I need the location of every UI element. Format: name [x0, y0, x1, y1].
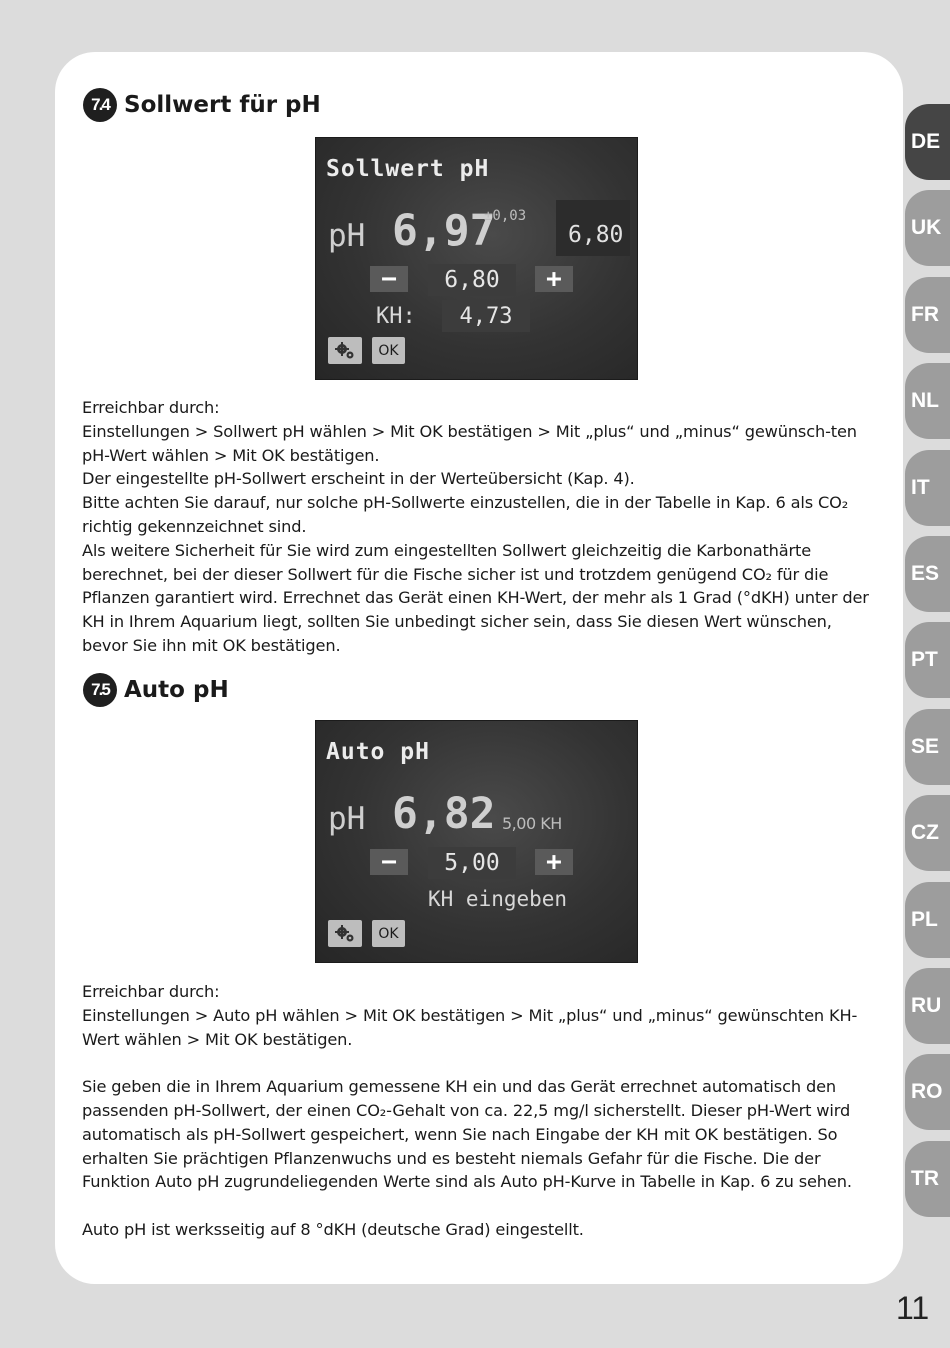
language-tab-pt[interactable]: PT	[905, 622, 950, 698]
ok-button[interactable]: OK	[372, 920, 405, 947]
paragraph: Erreichbar durch:	[82, 982, 220, 1001]
language-tab-tr[interactable]: TR	[905, 1141, 950, 1217]
paragraph: Sie geben die in Ihrem Aquarium gemessene KH ein und das Gerät errechnet automatisch den passenden pH-Sollwert, der einen CO₂-Gehalt von ca. 22,5 mg/l sicherstellt. Dieser pH-Wert wird automatisch als pH-Sollwert gespeichert, wenn Sie nach Eingabe der KH mit OK bestätigen. So erhalten Sie prächtigen Pflanzenwuchs und es besteht niemals Gefahr für die Fische. Die der Funktion Auto pH zugrundeliegenden Werte sind als Auto pH-Kurve in Tabelle in Kap. 6 zu sehen.	[82, 1077, 852, 1192]
language-tab-se[interactable]: SE	[905, 709, 950, 785]
kh-small-value: 5,00 KH	[502, 814, 562, 833]
section-heading-7-5	[83, 673, 229, 707]
section-title: Sollwert für pH	[124, 92, 321, 118]
paragraph: Einstellungen > Auto pH wählen > Mit OK bestätigen > Mit „plus“ und „minus“ gewünschten KH-Wert wählen > Mit OK bestätigen.	[82, 1005, 858, 1049]
section-text-7-5	[82, 980, 874, 1242]
kh-value: 4,73	[442, 300, 530, 332]
screen-title: Sollwert pH	[326, 156, 490, 182]
section-text-7-4	[82, 396, 874, 658]
paragraph: Einstellungen > Sollwert pH wählen > Mit OK bestätigen > Mit „plus“ und „minus“ gewünsch-ten pH-Wert wählen > Mit OK bestätigen.	[82, 421, 857, 465]
language-tab-uk[interactable]: UK	[905, 190, 950, 266]
paragraph: Auto pH ist werksseitig auf 8 °dKH (deutsche Grad) eingestellt.	[82, 1219, 584, 1239]
language-tab-ro[interactable]: RO	[905, 1054, 950, 1130]
kh-label: KH:	[376, 304, 416, 329]
gear-icon	[328, 337, 362, 364]
section-heading-7-4	[83, 88, 321, 122]
ok-button[interactable]: OK	[372, 337, 405, 364]
paragraph-gap	[82, 1051, 874, 1075]
ph-label: pH	[328, 801, 366, 837]
language-tab-it[interactable]: IT	[905, 450, 950, 526]
ph-label: pH	[328, 218, 366, 254]
page-number: 11	[896, 1290, 930, 1326]
language-tab-fr[interactable]: FR	[905, 277, 950, 353]
device-screen-auto-ph	[315, 720, 638, 963]
section-title: Auto pH	[124, 677, 229, 703]
paragraph: Als weitere Sicherheit für Sie wird zum eingestellten Sollwert gleichzeitig die Karbonathärte berechnet, bei der dieser Sollwert für die Fische sicher ist und trotzdem genügend CO₂ für die Pflanzen garantiert wird. Errechnet das Gerät einen KH-Wert, der mehr als 1 Grad (°dKH) unter der KH in Ihrem Aquarium liegt, sollten Sie unbedingt sicher sein, dass Sie diesen Wert wünschen, bevor Sie ihn mit OK bestätigen.	[82, 540, 869, 655]
paragraph-gap	[82, 1194, 874, 1218]
paragraph: Erreichbar durch:	[82, 398, 220, 417]
settings-button[interactable]	[328, 337, 362, 364]
language-tab-pl[interactable]: PL	[905, 882, 950, 958]
ph-tolerance: ±0,03	[484, 208, 527, 224]
minus-button[interactable]: −	[370, 849, 408, 875]
section-number-badge: 7.4	[83, 88, 117, 122]
language-tab-de[interactable]: DE	[905, 104, 950, 180]
language-tab-cz[interactable]: CZ	[905, 795, 950, 871]
minus-button[interactable]: −	[370, 266, 408, 292]
device-screen-sollwert	[315, 137, 638, 380]
plus-button[interactable]: +	[535, 266, 573, 292]
setpoint-value: 6,80	[428, 264, 516, 296]
setpoint-value: 5,00	[428, 847, 516, 879]
language-tab-ru[interactable]: RU	[905, 968, 950, 1044]
screen-title: Auto pH	[326, 739, 430, 765]
language-tab-es[interactable]: ES	[905, 536, 950, 612]
gear-icon	[328, 920, 362, 947]
kh-input-hint: KH eingeben	[428, 887, 568, 911]
paragraph: Bitte achten Sie darauf, nur solche pH-Sollwerte einzustellen, die in der Tabelle in Kap. 6 als CO₂ richtig gekennzeichnet sind.	[82, 493, 849, 536]
ph-value: 6,82	[392, 789, 496, 839]
language-tab-nl[interactable]: NL	[905, 363, 950, 439]
section-number-badge: 7.5	[83, 673, 117, 707]
plus-button[interactable]: +	[535, 849, 573, 875]
ph-value: 6,97	[392, 206, 496, 256]
paragraph: Der eingestellte pH-Sollwert erscheint in der Werteübersicht (Kap. 4).	[82, 469, 635, 489]
target-value: 6,80	[568, 222, 624, 248]
settings-button[interactable]	[328, 920, 362, 947]
